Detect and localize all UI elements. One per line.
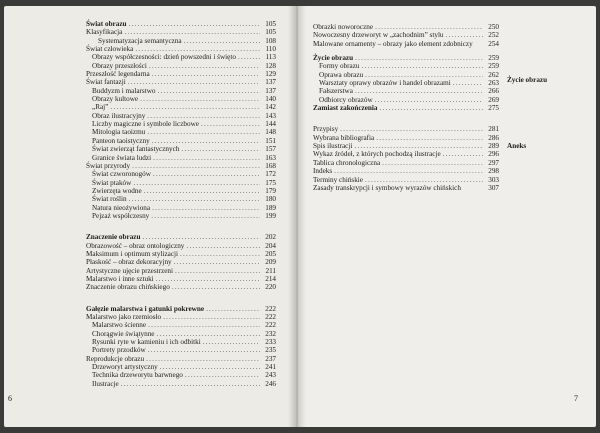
toc-entry-title: Buddyzm i malarstwo [92,86,156,95]
toc-entry-page-number: 220 [265,283,276,292]
toc-entry [313,176,499,184]
toc-entry [86,95,276,103]
toc-entry-page-number: 241 [265,363,276,372]
toc-entry-page-number: 303 [488,175,499,184]
toc-entry-page-number: 189 [265,203,276,212]
toc-entry-title: Obrazowość – obraz ontologiczny [86,241,185,250]
toc-entry-title: „Raj” [92,103,109,112]
dot-leader [110,103,260,111]
dot-leader [362,62,483,70]
toc-entry-title: Chorągwie świątynne [92,329,155,338]
toc-entry-page-number: 214 [265,274,276,283]
toc-entry [86,62,276,70]
dot-leader [163,313,260,321]
dot-leader [160,363,260,371]
toc-entry [86,204,276,212]
dot-leader [144,187,260,195]
toc-entry-page-number: 204 [265,241,276,250]
toc-entry-title: Świat fantazji [86,78,126,87]
toc-entry-title: Zasady transkrypcji i symbowy wyrazów chińskich [313,183,461,192]
toc-entry [86,258,276,266]
toc-entry-page-number: 296 [488,150,499,159]
dot-leader [157,87,260,95]
toc-entry-title: Świat zwierząt fantastycznych [92,145,180,154]
dot-leader [238,53,260,61]
toc-entry-page-number: 222 [265,304,276,313]
dot-leader [129,195,260,203]
toc-entry [313,184,499,192]
toc-entry [313,96,499,104]
toc-entry [86,346,276,354]
toc-entry [86,28,276,36]
dot-leader [140,95,260,103]
dot-leader [152,70,260,78]
toc-entry-title: Obrazki noworoczne [313,23,374,31]
toc-entry-title: Obrazy współczesności: dzień powszedni i święto [92,53,236,62]
toc-entry-page-number: 250 [488,23,499,31]
toc-entry-page-number: 142 [265,103,276,112]
dot-leader [354,142,483,150]
toc-entry-page-number: 222 [265,321,276,330]
dot-leader [148,321,260,329]
toc-entry [86,250,276,258]
toc-entry [86,112,276,120]
toc-entry [86,120,276,128]
toc-entry-page-number: 289 [488,142,499,151]
toc-entry [86,330,276,338]
toc-entry-title: Maksimum i optimum stylizacji [86,249,179,258]
toc-entry [86,20,276,28]
dot-leader [143,233,261,241]
toc-entry-title: Odbiorcy obrazów [319,95,373,104]
toc-entry [86,87,276,95]
toc-entry [86,53,276,61]
toc-entry-title: Formy obrazu [319,62,360,71]
dot-leader [206,305,260,313]
toc-entry-page-number: 144 [265,120,276,129]
dot-leader [340,125,483,133]
dot-leader [184,37,260,45]
toc-entry-title: Płaskość – obraz dekoracyjny [86,258,172,267]
dot-leader [334,167,483,175]
toc-entry [86,103,276,111]
toc-entry [86,233,276,241]
page-number-right: 7 [574,394,578,403]
toc-entry-page-number: 235 [265,346,276,355]
dot-leader [365,71,483,79]
dot-leader [132,162,260,170]
toc-entry-page-number: 211 [265,266,276,275]
toc-entry-page-number: 222 [265,313,276,321]
toc-entry-page-number: 179 [265,186,276,195]
toc-entry-title: Klasyfikacja [86,28,123,37]
dot-leader [146,355,260,363]
toc-entry-page-number: 269 [488,95,499,104]
toc-entry-title: Granice świata ludzi [92,153,152,162]
toc-entry [86,195,276,203]
toc-entry-page-number: 307 [488,183,499,192]
toc-right-column [313,23,499,192]
toc-entry-title: Panteon taoistyczny [92,136,150,145]
dot-leader [375,96,483,104]
toc-entry-page-number: 137 [265,78,276,87]
toc-entry-title: Reprodukcje obrazu [86,354,145,363]
dot-leader [201,120,260,128]
toc-entry [313,167,499,175]
toc-entry-title: Znaczenie obrazu chińskiego [86,283,170,292]
dot-leader [148,346,260,354]
dot-leader [153,170,260,178]
toc-entry-title: Natura nieożywiona [92,203,151,212]
dot-leader [151,212,260,220]
toc-entry-title: Obrazy przeszłości [92,61,147,70]
toc-entry-page-number: 205 [265,249,276,258]
toc-entry-page-number: 180 [265,195,276,204]
toc-entry-title: Pejzaż współczesny [92,211,150,220]
toc-entry-page-number: 259 [488,62,499,71]
toc-entry [86,371,276,379]
dot-leader [156,275,260,283]
toc-entry-page-number: 233 [265,338,276,347]
toc-entry [313,150,499,158]
toc-left-column [86,20,276,388]
dot-leader [446,31,483,39]
toc-entry [313,87,499,95]
toc-entry-page-number: 105 [265,20,276,28]
toc-entry-page-number: 232 [265,329,276,338]
toc-entry-page-number: 108 [265,36,276,45]
dot-leader [152,204,260,212]
toc-entry-page-number: 172 [265,170,276,179]
right-page [297,6,596,427]
left-page [4,6,297,427]
toc-entry [86,137,276,145]
toc-entry-title: Świat obrazu [86,20,127,28]
dot-leader [375,23,483,31]
toc-entry-page-number: 286 [488,133,499,142]
toc-entry-title: Świat ptaków [92,178,132,187]
toc-entry-page-number: 129 [265,70,276,79]
toc-entry-title: Malowane ornamenty – obrazy jako element zdobniczy [313,39,473,48]
toc-entry [86,162,276,170]
toc-entry [313,31,499,39]
toc-entry-page-number: 297 [488,158,499,167]
dot-leader [379,104,483,112]
dot-leader [156,330,260,338]
toc-entry-title: Zamiast zakończenia [313,104,378,113]
toc-entry-title: Wybrana bibliografia [313,133,375,142]
toc-entry-title: Przeszłość legendarna [86,70,150,79]
dot-leader [147,128,260,136]
toc-entry-title: Oprawa obrazu [319,70,364,79]
toc-entry-title: Świat roślin [92,195,127,204]
dot-leader [147,112,260,120]
toc-entry-page-number: 254 [488,39,499,48]
toc-entry-title: Gałęzie malarstwa i gatunki pokrewne [86,304,205,313]
toc-entry-page-number: 143 [265,111,276,120]
toc-entry [86,305,276,313]
toc-entry-title: Świat czworonogów [92,170,151,179]
toc-entry-title: Systematyzacja semantyczna [98,36,182,45]
toc-entry-title: Mitologia taoizmu [92,128,146,137]
toc-entry [313,79,499,87]
section-label-aneks: Aneks [507,142,527,150]
toc-entry [313,40,499,48]
toc-entry-page-number: 262 [488,70,499,79]
toc-entry [86,321,276,329]
toc-entry [86,212,276,220]
toc-entry-title: Warsztaty oprawy obrazów i handel obrazami [319,79,451,88]
toc-entry-title: Nowoczesny drzeworyt w „zachodnim” stylu [313,31,444,40]
dot-leader [174,258,260,266]
toc-entry-page-number: 237 [265,354,276,363]
toc-entry-title: Portrety przodków [92,346,146,355]
toc-entry-page-number: 243 [265,371,276,380]
toc-entry [86,45,276,53]
toc-entry-page-number: 259 [488,54,499,63]
dot-leader [149,62,260,70]
toc-entry-title: Spis ilustracji [313,142,353,151]
toc-entry [86,275,276,283]
toc-entry [86,170,276,178]
toc-entry-page-number: 128 [265,61,276,70]
toc-entry-title: Indeks [313,167,333,176]
toc-entry-title: Malarstwo jako rzemiosło [86,313,162,321]
toc-entry-page-number: 110 [265,45,276,54]
dot-leader [443,150,483,158]
toc-entry-page-number: 298 [488,167,499,176]
toc-entry-page-number: 202 [265,233,276,242]
toc-entry-title: Życie obrazu [313,54,354,63]
dot-leader [175,267,260,275]
dot-leader [376,134,483,142]
dot-leader [124,28,260,36]
toc-entry-page-number: 140 [265,95,276,104]
dot-leader [453,79,483,87]
dot-leader [355,54,483,62]
dot-leader [181,145,260,153]
toc-entry-page-number: 209 [265,258,276,267]
dot-leader [133,179,260,187]
toc-entry [86,380,276,388]
toc-entry [86,187,276,195]
toc-entry-page-number: 105 [265,28,276,37]
toc-entry [313,54,499,62]
dot-leader [186,242,260,250]
section-label-zycie-obrazu: Życie obrazu [507,76,548,84]
toc-entry [86,283,276,291]
toc-entry-title: Rysunki ryte w kamieniu i ich odbitki [92,338,201,347]
dot-leader [152,137,260,145]
toc-entry [313,71,499,79]
toc-entry-page-number: 137 [265,86,276,95]
page-number-left: 6 [8,394,12,403]
toc-entry-page-number: 163 [265,153,276,162]
toc-entry [86,267,276,275]
toc-entry-page-number: 148 [265,128,276,137]
toc-entry [313,159,499,167]
dot-leader [185,371,260,379]
toc-entry-title: Świat człowieka [86,45,134,54]
toc-entry-title: Wykaz źródeł, z których pochodzą ilustracje [313,150,441,159]
toc-entry-title: Malarstwo ścienne [92,321,147,330]
toc-entry-title: Tablica chronologiczna [313,158,381,167]
toc-entry-title: Drzeworyt artystyczny [92,363,158,372]
toc-entry [86,145,276,153]
toc-entry [313,142,499,150]
toc-entry-title: Fałszerstwa [319,87,353,96]
dot-leader [203,338,260,346]
toc-entry-title: Liczby magiczne i symbole liczbowe [92,120,199,129]
toc-entry [313,104,499,112]
toc-entry [86,363,276,371]
toc-entry [86,128,276,136]
toc-entry [86,154,276,162]
toc-entry-title: Obrazy kultowe [92,95,139,104]
toc-entry-title: Terminy chińskie [313,175,363,184]
toc-entry [313,23,499,31]
toc-entry-page-number: 252 [488,31,499,40]
toc-entry-title: Ilustracje [92,379,119,388]
toc-entry [86,313,276,321]
toc-entry [313,125,499,133]
toc-entry-title: Obraz ilustracyjny [92,111,146,120]
toc-entry-title: Technika drzeworytu barwnego [92,371,183,380]
toc-entry [86,242,276,250]
dot-leader [180,250,260,258]
dot-leader [135,45,260,53]
toc-entry-page-number: 263 [488,79,499,88]
toc-entry [86,78,276,86]
toc-entry-page-number: 113 [265,53,276,62]
toc-entry-title: Świat przyrody [86,161,131,170]
toc-entry [313,62,499,70]
toc-entry-page-number: 266 [488,87,499,96]
toc-entry-title: Znaczenie obrazu [86,233,141,242]
dot-leader [365,176,483,184]
toc-entry [86,355,276,363]
toc-entry [86,37,276,45]
dot-leader [172,283,260,291]
dot-leader [355,87,483,95]
toc-entry-title: Artystyczne ujęcie przestrzeni [86,266,174,275]
toc-entry-title: Zwierzęta wodne [92,186,142,195]
dot-leader [121,380,260,388]
toc-entry [86,179,276,187]
toc-entry-page-number: 168 [265,161,276,170]
toc-entry-page-number: 151 [265,136,276,145]
toc-entry-page-number: 275 [488,104,499,113]
dot-leader [382,159,483,167]
toc-entry-page-number: 281 [488,125,499,134]
toc-entry-title: Przypisy [313,125,339,134]
toc-entry [86,338,276,346]
toc-entry-page-number: 199 [265,211,276,220]
toc-entry [313,134,499,142]
toc-entry-page-number: 157 [265,145,276,154]
dot-leader [128,78,260,86]
dot-leader [153,154,260,162]
toc-entry-page-number: 246 [265,379,276,388]
toc-entry-page-number: 175 [265,178,276,187]
toc-entry-title: Malarstwo i inne sztuki [86,274,154,283]
dot-leader [129,20,260,28]
